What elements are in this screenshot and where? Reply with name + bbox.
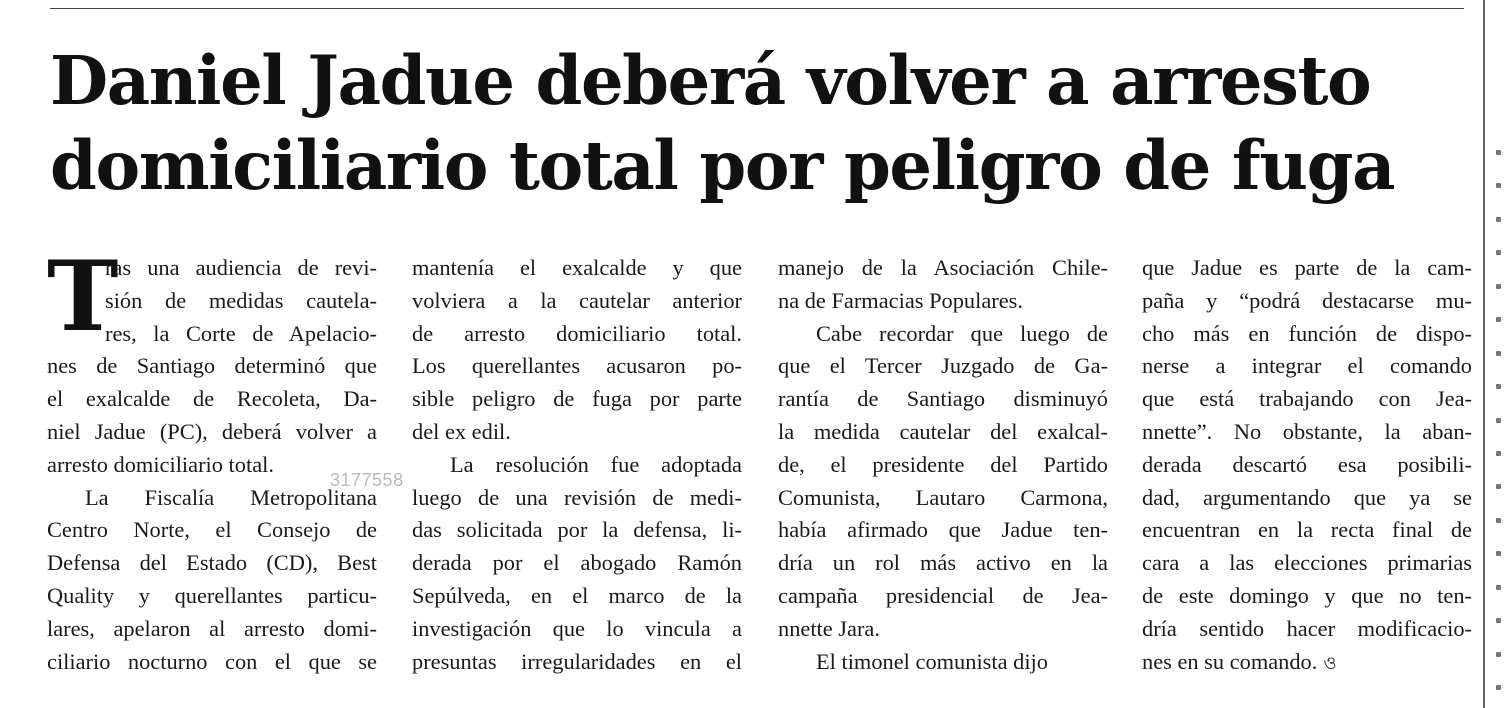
body-line: La Fiscalía Metropolitana xyxy=(85,484,377,510)
final-line-text: nes en su comando. xyxy=(1142,648,1318,674)
body-line: dad, argumentando que ya se xyxy=(1142,484,1472,510)
end-of-article-icon: ও xyxy=(1323,652,1337,674)
body-line: cho más en función de dispo- xyxy=(1142,320,1472,346)
body-line: que Jadue es parte de la cam- xyxy=(1142,255,1472,280)
body-line: dría sentido hacer modificacio- xyxy=(1142,615,1472,641)
right-column-rule xyxy=(1483,0,1485,708)
body-line: res, la Corte de Apelacio- xyxy=(105,320,377,346)
body-line: cara a las elecciones primarias xyxy=(1142,550,1472,576)
body-line: Sepúlveda, en el marco de la xyxy=(412,582,742,608)
body-line: lares, apelaron al arresto domi- xyxy=(47,615,377,641)
body-line: de arresto domiciliario total. xyxy=(412,320,742,346)
headline xyxy=(50,38,1470,208)
body-line: ras una audiencia de revi- xyxy=(105,255,377,280)
body-line: encuentran en la recta final de xyxy=(1142,517,1472,543)
body-line: el exalcalde de Recoleta, Da- xyxy=(47,386,377,412)
body-line: sión de medidas cautela- xyxy=(105,287,377,313)
body-line: Defensa del Estado (CD), Best xyxy=(47,550,377,576)
body-line: Quality y querellantes particu- xyxy=(47,582,377,608)
body-line: nerse a integrar el comando xyxy=(1142,353,1472,379)
body-line: nes de Santiago determinó que xyxy=(47,353,377,379)
body-line: nnette Jara. xyxy=(778,615,880,641)
body-line: que el Tercer Juzgado de Ga- xyxy=(778,353,1108,379)
body-line: de, el presidente del Partido xyxy=(778,451,1108,477)
body-line: La resolución fue adoptada xyxy=(450,451,742,477)
body-line: arresto domiciliario total. xyxy=(47,451,274,477)
headline-line-1: Daniel Jadue deberá volver a arresto xyxy=(50,41,1371,120)
body-line: mantenía el exalcalde y que xyxy=(412,255,742,280)
body-line: que está trabajando con Jea- xyxy=(1142,386,1472,412)
body-line: paña y “podrá destacarse mu- xyxy=(1142,287,1472,313)
body-line: investigación que lo vincula a xyxy=(412,615,742,641)
body-line: campaña presidencial de Jea- xyxy=(778,582,1108,608)
body-line: derada por el abogado Ramón xyxy=(412,550,742,576)
headline-line-2: domiciliario total por peligro de fuga xyxy=(50,126,1395,205)
body-line: había afirmado que Jadue ten- xyxy=(778,517,1108,543)
body-line: Comunista, Lautaro Carmona, xyxy=(778,484,1108,510)
body-line: del ex edil. xyxy=(412,418,511,444)
body-line: Centro Norte, el Consejo de xyxy=(47,517,377,543)
body-line: la medida cautelar del exalcal- xyxy=(778,418,1108,444)
body-line: Cabe recordar que luego de xyxy=(816,320,1108,346)
drop-cap: T xyxy=(47,240,119,353)
body-line: El timonel comunista dijo xyxy=(816,648,1048,674)
top-rule xyxy=(50,8,1464,9)
body-line: ciliario nocturno con el que se xyxy=(47,648,377,674)
edge-marks xyxy=(1493,150,1503,690)
body-line-final xyxy=(1142,646,1472,679)
article-column-1 xyxy=(47,240,377,678)
article-column-2 xyxy=(412,252,742,678)
body-line: das solicitada por la defensa, li- xyxy=(412,517,742,543)
article-column-4 xyxy=(1142,252,1472,678)
body-line: derada descartó esa posibili- xyxy=(1142,451,1472,477)
body-line: na de Farmacias Populares. xyxy=(778,287,1023,313)
body-line: niel Jadue (PC), deberá volver a xyxy=(47,418,377,444)
body-line: dría un rol más activo en la xyxy=(778,550,1108,576)
body-line: de este domingo y que no ten- xyxy=(1142,582,1472,608)
body-line: luego de una revisión de medi- xyxy=(412,484,742,510)
body-line: presuntas irregularidades en el xyxy=(412,648,742,674)
body-line: sible peligro de fuga por parte xyxy=(412,386,742,412)
body-line: nnette”. No obstante, la aban- xyxy=(1142,418,1472,444)
article-column-3 xyxy=(778,252,1108,678)
watermark-id: 3177558 xyxy=(330,470,404,490)
body-line: rantía de Santiago disminuyó xyxy=(778,386,1108,412)
body-line: manejo de la Asociación Chile- xyxy=(778,255,1108,280)
body-line: Los querellantes acusaron po- xyxy=(412,353,742,379)
body-line: volviera a la cautelar anterior xyxy=(412,287,742,313)
